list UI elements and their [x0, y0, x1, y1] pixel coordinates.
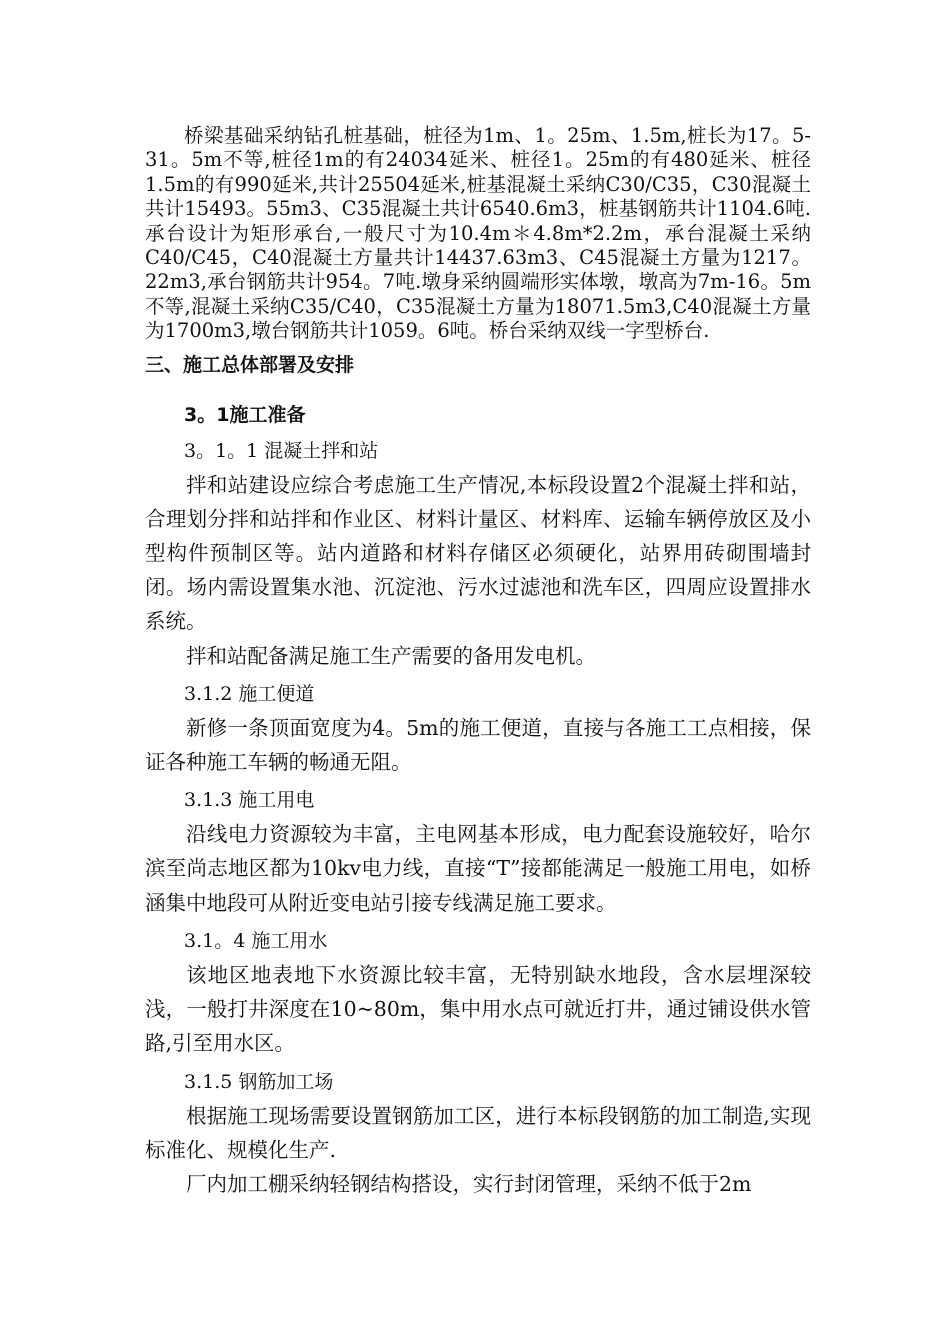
section-3-1-1-heading: 3。1。1 混凝土拌和站: [184, 439, 379, 462]
mixing-station-paragraph: 拌和站建设应综合考虑施工生产情况,本标段设置2个混凝土拌和站，合理划分拌和站拌和作业区、材料计量区、材料库、运输车辆停放区及小型构件预制区等。站内道路和材料存储区必须硬化，站界用砖砌围墙封闭。场内需设置集水池、沉淀池、污水过滤池和洗车区，四周应设置排水系统。: [145, 472, 811, 634]
document-page: [145, 124, 811, 1201]
bridge-foundation-paragraph: 桥梁基础采纳钻孔桩基础，桩径为1m、1。25m、1.5m,桩长为17。5-31。5m不等,桩径1m的有24034延米、桩径1。25m的有480延米、桩径1.5m的有990延米,共计25504延米,桩基混凝土采纳C30/C35，C30混凝土共计15493。55m3、C35混凝土共计6540.6m3，桩基钢筋共计1104.6吨.承台设计为矩形承台,一般尺寸为10.4m＊4.8m*2.2m，承台混凝土采纳C40/C45，C40混凝土方量共计14437.63m3、C45混凝土方量为1217。22m3,承台钢筋共计954。7吨.墩身采纳圆端形实体墩，墩高为7m-16。5m不等,混凝土采纳C35/C40，C35混凝土方量为18071.5m3,C40混凝土方量为1700m3,墩台钢筋共计1059。6吨。桥台采纳双线一字型桥台.: [145, 124, 811, 343]
generator-paragraph: 拌和站配备满足施工生产需要的备用发电机。: [186, 643, 596, 668]
power-supply-paragraph: 沿线电力资源较为丰富，主电网基本形成，电力配套设施较好，哈尔滨至尚志地区都为10kv电力线，直接“T”接都能满足一般施工用电，如桥涵集中地段可从附近变电站引接专线满足施工要求。: [145, 822, 811, 915]
section-3-heading: 三、施工总体部署及安排: [145, 353, 355, 376]
section-3-1-4-heading: 3.1。4 施工用水: [184, 929, 328, 952]
water-supply-paragraph: 该地区地表地下水资源比较丰富，无特别缺水地段，含水层埋深较浅，一般打井深度在10~80m，集中用水点可就近打井，通过铺设供水管路,引至用水区。: [145, 962, 811, 1056]
section-3-1-2-heading: 3.1.2 施工便道: [184, 682, 315, 705]
section-3-1-5-heading: 3.1.5 钢筋加工场: [184, 1070, 334, 1093]
section-3-1-heading: 3。1施工准备: [184, 403, 306, 426]
processing-shed-paragraph: 厂内加工棚采纳轻钢结构搭设，实行封闭管理，采纳不低于2m: [186, 1171, 752, 1196]
access-road-paragraph: 新修一条顶面宽度为4。5m的施工便道，直接与各施工工点相接，保证各种施工车辆的畅通无阻。: [145, 715, 811, 775]
section-3-1-3-heading: 3.1.3 施工用电: [184, 789, 315, 812]
rebar-yard-paragraph: 根据施工现场需要设置钢筋加工区，进行本标段钢筋的加工制造,实现标准化、规模化生产.: [145, 1103, 811, 1162]
